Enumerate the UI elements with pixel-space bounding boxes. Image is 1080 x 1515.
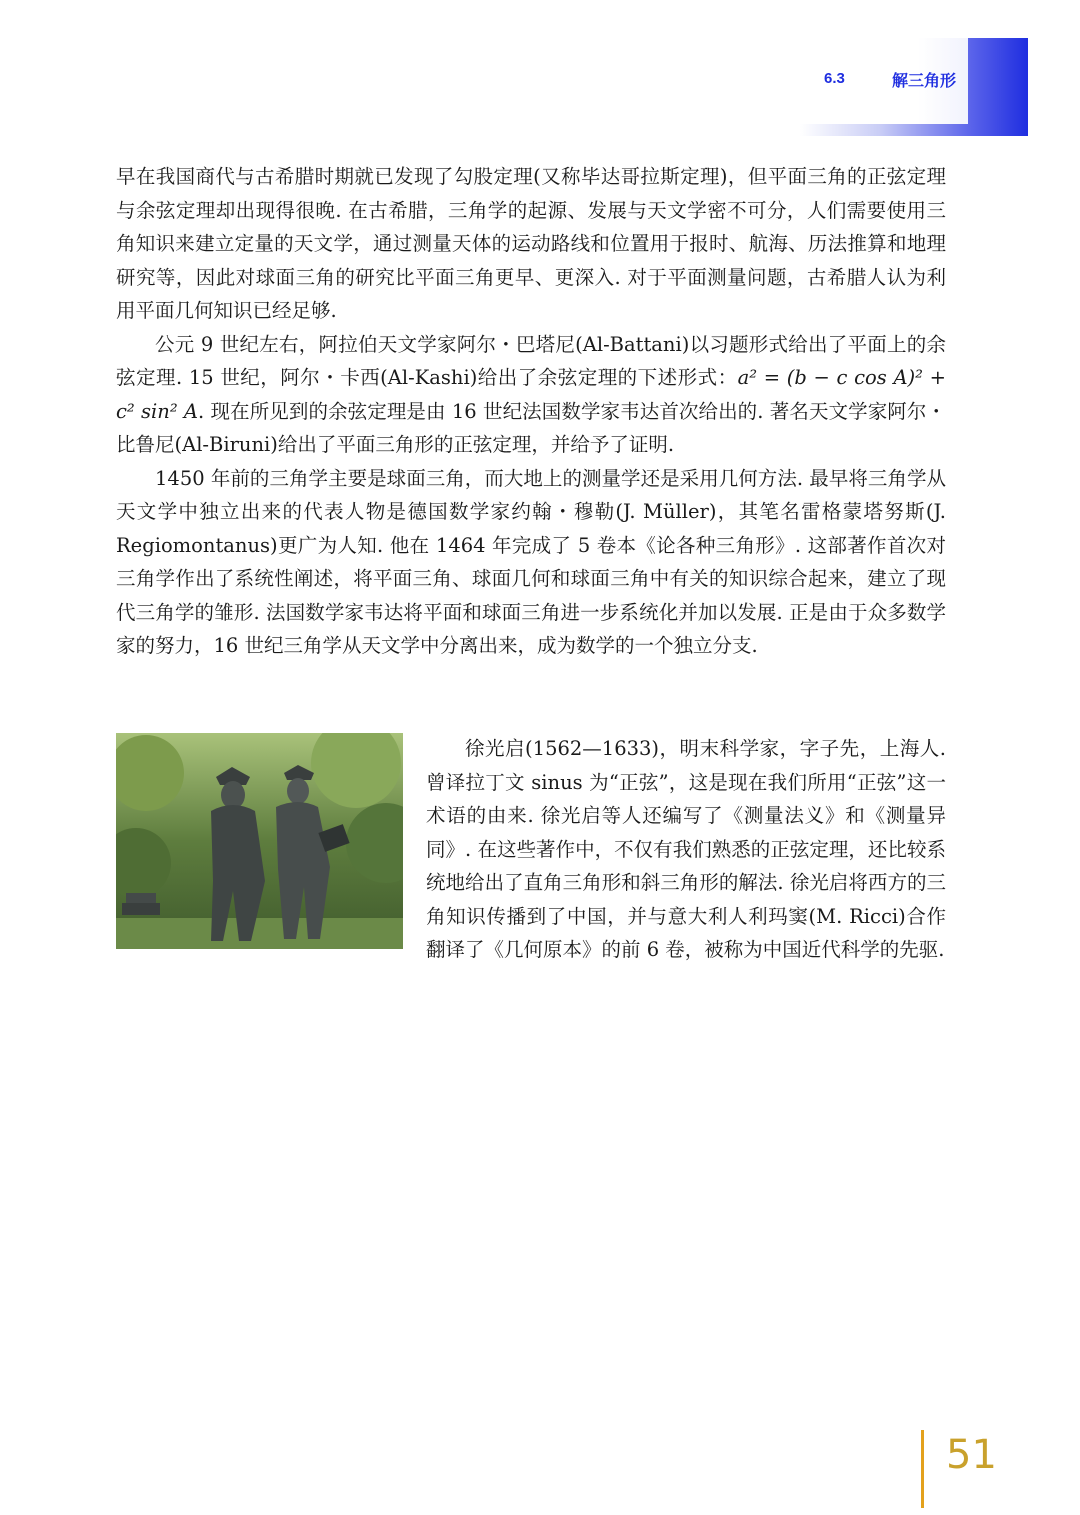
paragraph-1: 早在我国商代与古希腊时期就已发现了勾股定理(又称毕达哥拉斯定理)，但平面三角的正弦定理与余弦定理却出现得很晚. 在古希腊，三角学的起源、发展与天文学密不可分，人们需要使用三角知识来建立定量的天文学，通过测量天体的运动路线和位置用于报时、航海、历法推算和地理研究等，因此对球面三角的研究比平面三角更早、更深入. 对于平面测量问题，古希腊人认为利用平面几何知识已经足够. [116,165,946,322]
paragraph-3: 1450 年前的三角学主要是球面三角，而大地上的测量学还是采用几何方法. 最早将三角学从天文学中独立出来的代表人物是德国数学家约翰・穆勒(J. Müller)，其笔名雷格蒙塔努斯(J. Regiomontanus)更广为人知. 他在 1464 年完成了 5 卷本《论各种三角形》. 这部著作首次对三角学作出了系统性阐述，将平面三角、球面几何和球面三角中有关的知识综合起来，建立了现代三角学的雏形. 法国数学家韦达将平面和球面三角进一步系统化并加以发展. 正是由于众多数学家的努力，16 世纪三角学从天文学中分离出来，成为数学的一个独立分支. [116,466,946,657]
paragraph-2 [116,328,946,462]
statue-photo [116,733,403,949]
cosine-law-formula: a² = (b − c cos A)² + c² sin² A [116,366,946,423]
xu-guangqi-text: 徐光启(1562—1633)，明末科学家，字子先，上海人. 曾译拉丁文 sinus 为“正弦”，这是现在我们所用“正弦”这一术语的由来. 徐光启等人还编写了《测量法义》和《测量异同》. 在这些著作中，不仅有我们熟悉的正弦定理，还比较系统地给出了直角三角形和斜三角形的解法. 徐光启将西方的三角知识传播到了中国，并与意大利人利玛窦(M. Ricci)合作翻译了《几何原本》的前 6 卷，被称为中国近代科学的先驱. [426,737,946,961]
paragraph-2-lead: 公元 9 世纪左右，阿拉伯天文学家阿尔・巴塔尼(Al-Battani)以习题形式给出了平面上的余弦定理. 15 世纪，阿尔・卡西(Al-Kashi)给出了余弦定理的下述形式： [116,332,946,389]
page-number: 51 [946,1432,997,1478]
section-title: 解三角形 [892,71,957,90]
xu-guangqi-note [426,732,946,967]
main-text [116,160,946,663]
statue-photo-illustration [116,733,403,949]
section-number: 6.3 [824,70,845,87]
paragraph-2-tail: . 现在所见到的余弦定理是由 16 世纪法国数学家韦达首次给出的. 著名天文学家阿尔・比鲁尼(Al-Biruni)给出了平面三角形的正弦定理，并给予了证明. [116,399,946,456]
page-number-rule [921,1430,924,1508]
